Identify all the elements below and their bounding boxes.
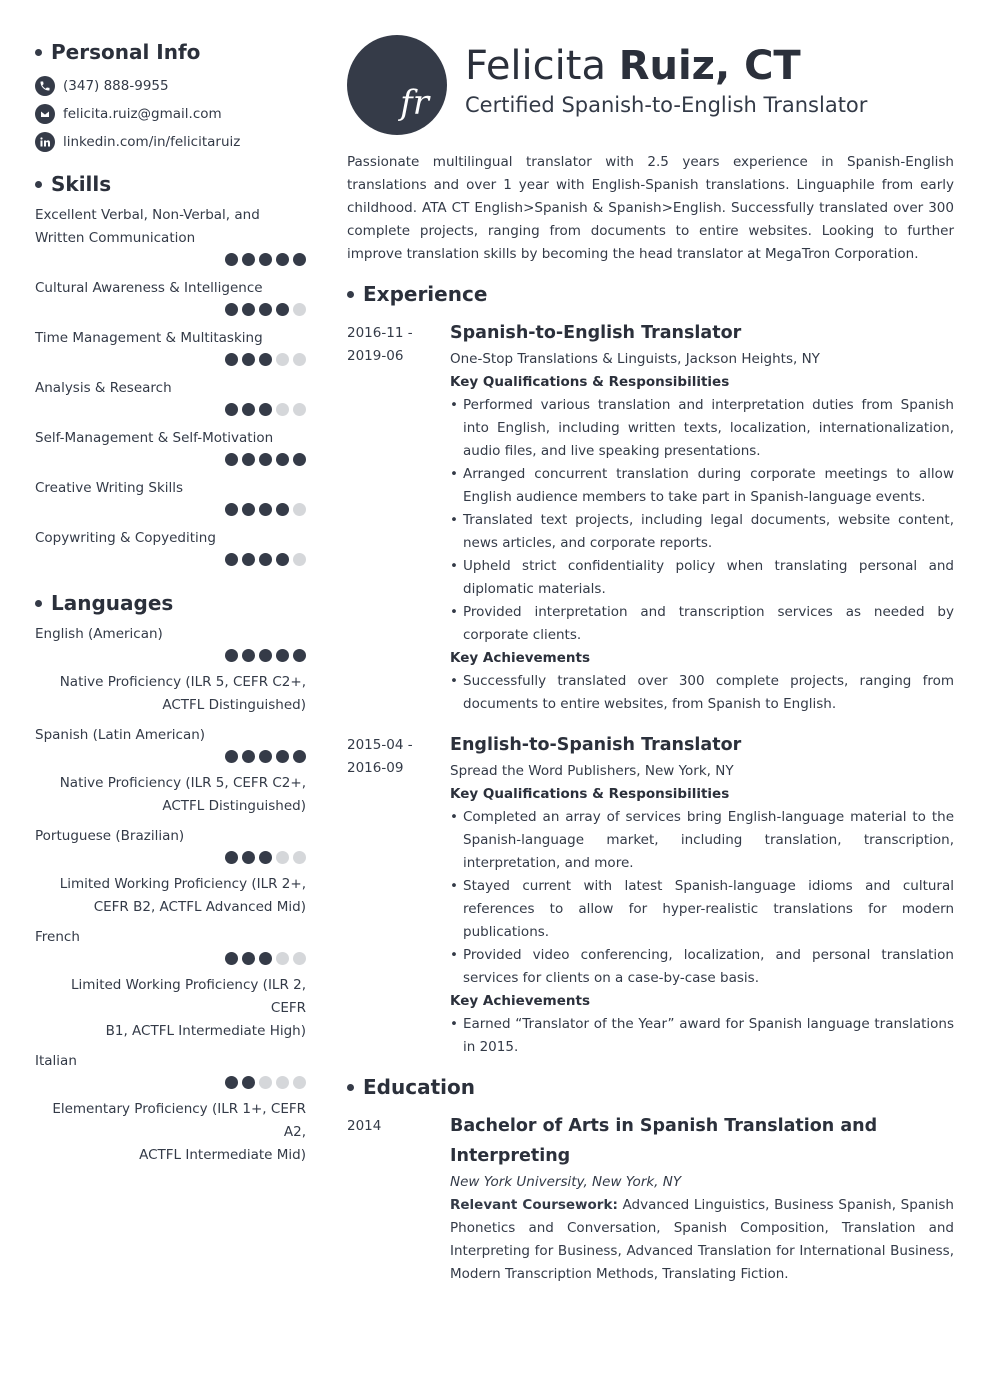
languages-title: Languages bbox=[51, 591, 174, 615]
rating-dot-filled bbox=[225, 851, 238, 864]
languages-list bbox=[35, 623, 306, 1167]
rating-dot-filled bbox=[242, 553, 255, 566]
school-name: New York University, New York, NY bbox=[450, 1174, 682, 1190]
proficiency-line: Elementary Proficiency (ILR 1+, CEFR A2, bbox=[52, 1101, 306, 1140]
rating-dot-filled bbox=[242, 1076, 255, 1089]
contact-linkedin[interactable] bbox=[35, 128, 306, 156]
section-bullet bbox=[35, 600, 42, 607]
skill-item bbox=[35, 527, 306, 567]
linkedin-text[interactable]: linkedin.com/in/felicitaruiz bbox=[63, 134, 241, 150]
education-entry bbox=[347, 1111, 954, 1286]
rating-dot-filled bbox=[225, 353, 238, 366]
skill-rating bbox=[35, 303, 306, 317]
coursework bbox=[450, 1194, 954, 1286]
language-item bbox=[35, 1050, 306, 1167]
rating-dot-filled bbox=[225, 553, 238, 566]
proficiency-line: ACTFL Intermediate Mid) bbox=[139, 1147, 306, 1163]
rating-dot-empty bbox=[259, 1076, 272, 1089]
rating-dot-filled bbox=[276, 503, 289, 516]
language-item bbox=[35, 623, 306, 717]
skill-name: Time Management & Multitasking bbox=[35, 330, 263, 346]
rating-dot-filled bbox=[242, 253, 255, 266]
rating-dot-filled bbox=[225, 649, 238, 662]
language-rating bbox=[35, 1076, 306, 1090]
rating-dot-filled bbox=[259, 851, 272, 864]
contact-email[interactable] bbox=[35, 100, 306, 128]
list-item: • Successfully translated over 300 complete projects, ranging from documents to entire websites, from Spanish to English. bbox=[450, 670, 954, 716]
section-bullet bbox=[347, 1084, 354, 1091]
rating-dot-filled bbox=[259, 750, 272, 763]
skill-name: Self-Management & Self-Motivation bbox=[35, 430, 274, 446]
skill-item bbox=[35, 327, 306, 367]
rating-dot-empty bbox=[293, 303, 306, 316]
achievements-list bbox=[450, 1013, 954, 1059]
skill-item bbox=[35, 427, 306, 467]
skill-item bbox=[35, 204, 306, 267]
phone-icon bbox=[35, 76, 55, 96]
proficiency-line: Limited Working Proficiency (ILR 2+, bbox=[59, 876, 306, 892]
date-end: 2019-06 bbox=[347, 348, 404, 364]
list-item: • Provided interpretation and transcription services as needed by corporate clients. bbox=[450, 601, 954, 647]
languages-heading bbox=[35, 589, 306, 617]
right-column bbox=[347, 35, 954, 1286]
role-title: Spanish-to-English Translator bbox=[450, 323, 742, 343]
language-proficiency bbox=[35, 1098, 306, 1167]
language-rating bbox=[35, 952, 306, 966]
list-item: • Upheld strict confidentiality policy when translating personal and diplomatic materials. bbox=[450, 555, 954, 601]
language-item bbox=[35, 724, 306, 818]
rating-dot-empty bbox=[293, 1076, 306, 1089]
coursework-label: Relevant Coursework: bbox=[450, 1197, 618, 1213]
rating-dot-filled bbox=[259, 253, 272, 266]
rating-dot-filled bbox=[276, 553, 289, 566]
rating-dot-empty bbox=[276, 353, 289, 366]
proficiency-line: Limited Working Proficiency (ILR 2, CEFR bbox=[71, 977, 306, 1016]
email-text[interactable]: felicita.ruiz@gmail.com bbox=[63, 106, 222, 122]
phone-text: (347) 888-9955 bbox=[63, 78, 169, 94]
rating-dot-filled bbox=[293, 649, 306, 662]
experience-entry bbox=[347, 318, 954, 716]
achievements-list bbox=[450, 670, 954, 716]
rating-dot-filled bbox=[293, 750, 306, 763]
rating-dot-filled bbox=[225, 303, 238, 316]
rating-dot-filled bbox=[259, 503, 272, 516]
language-proficiency bbox=[35, 671, 306, 717]
experience-body bbox=[450, 318, 954, 716]
proficiency-line: ACTFL Distinguished) bbox=[162, 697, 306, 713]
section-bullet bbox=[347, 291, 354, 298]
rating-dot-filled bbox=[242, 750, 255, 763]
contact-phone bbox=[35, 72, 306, 100]
rating-dot-filled bbox=[293, 253, 306, 266]
left-column bbox=[35, 38, 306, 1167]
first-name: Felicita bbox=[465, 43, 606, 89]
section-bullet bbox=[35, 181, 42, 188]
monogram-text: fr bbox=[400, 83, 429, 123]
skills-heading bbox=[35, 170, 306, 198]
rating-dot-filled bbox=[225, 503, 238, 516]
rating-dot-filled bbox=[242, 403, 255, 416]
skill-name: Copywriting & Copyediting bbox=[35, 530, 216, 546]
proficiency-line: B1, ACTFL Intermediate High) bbox=[105, 1023, 306, 1039]
date-start: 2016-11 - bbox=[347, 325, 413, 341]
responsibilities-list bbox=[450, 806, 954, 990]
responsibilities-heading: Key Qualifications & Responsibilities bbox=[450, 374, 730, 390]
job-title: Certified Spanish-to-English Translator bbox=[465, 93, 868, 117]
language-name: Spanish (Latin American) bbox=[35, 727, 206, 743]
language-proficiency bbox=[35, 772, 306, 818]
rating-dot-empty bbox=[293, 553, 306, 566]
rating-dot-filled bbox=[242, 303, 255, 316]
experience-entry bbox=[347, 730, 954, 1059]
list-item: • Performed various translation and interpretation duties from Spanish into English, including written texts, localization, internationalization, audio files, and live speaking presentations. bbox=[450, 394, 954, 463]
list-item: • Provided video conferencing, localization, and personal translation services for clients on a case-by-case basis. bbox=[450, 944, 954, 990]
proficiency-line: ACTFL Distinguished) bbox=[162, 798, 306, 814]
language-name: Portuguese (Brazilian) bbox=[35, 828, 185, 844]
list-item: • Completed an array of services bring English-language material to the Spanish-language market, including translation, transcription, interpretation, and more. bbox=[450, 806, 954, 875]
rating-dot-empty bbox=[293, 851, 306, 864]
proficiency-line: CEFR B2, ACTFL Advanced Mid) bbox=[93, 899, 306, 915]
education-heading bbox=[347, 1073, 954, 1101]
rating-dot-filled bbox=[242, 353, 255, 366]
rating-dot-filled bbox=[276, 253, 289, 266]
rating-dot-filled bbox=[242, 952, 255, 965]
degree-title: Bachelor of Arts in Spanish Translation and Interpreting bbox=[450, 1116, 878, 1166]
coursework-text: Advanced Linguistics, Business Spanish, Spanish Phonetics and Conversation, Spanish Composition, Translation and Interpreting for Business, Advanced Translation for International Business, Modern Transcription Methods, Translating Fiction. bbox=[450, 1197, 954, 1282]
experience-body bbox=[450, 730, 954, 1059]
achievements-heading: Key Achievements bbox=[450, 650, 591, 666]
experience-title: Experience bbox=[363, 282, 488, 306]
date-end: 2016-09 bbox=[347, 760, 404, 776]
rating-dot-filled bbox=[259, 453, 272, 466]
rating-dot-filled bbox=[225, 1076, 238, 1089]
language-name: English (American) bbox=[35, 626, 163, 642]
rating-dot-filled bbox=[276, 453, 289, 466]
responsibilities-heading: Key Qualifications & Responsibilities bbox=[450, 786, 730, 802]
rating-dot-filled bbox=[259, 553, 272, 566]
rating-dot-filled bbox=[225, 453, 238, 466]
rating-dot-filled bbox=[225, 403, 238, 416]
rating-dot-empty bbox=[293, 403, 306, 416]
organization: Spread the Word Publishers, New York, NY bbox=[450, 763, 734, 779]
last-name: Ruiz, CT bbox=[618, 43, 801, 89]
rating-dot-empty bbox=[276, 1076, 289, 1089]
rating-dot-filled bbox=[259, 952, 272, 965]
list-item: • Arranged concurrent translation during corporate meetings to allow English audience members to take part in Spanish-language events. bbox=[450, 463, 954, 509]
rating-dot-filled bbox=[259, 353, 272, 366]
rating-dot-filled bbox=[225, 253, 238, 266]
experience-dates bbox=[347, 730, 450, 1059]
education-title: Education bbox=[363, 1075, 475, 1099]
rating-dot-empty bbox=[276, 851, 289, 864]
proficiency-line: Native Proficiency (ILR 5, CEFR C2+, bbox=[59, 775, 306, 791]
organization: One-Stop Translations & Linguists, Jackson Heights, NY bbox=[450, 351, 820, 367]
rating-dot-filled bbox=[225, 750, 238, 763]
skill-rating bbox=[35, 503, 306, 517]
rating-dot-filled bbox=[276, 303, 289, 316]
skill-rating bbox=[35, 553, 306, 567]
skill-rating bbox=[35, 453, 306, 467]
rating-dot-empty bbox=[276, 403, 289, 416]
proficiency-line: Native Proficiency (ILR 5, CEFR C2+, bbox=[59, 674, 306, 690]
language-name: French bbox=[35, 929, 80, 945]
name-block bbox=[465, 41, 867, 117]
language-rating bbox=[35, 649, 306, 663]
experience-dates bbox=[347, 318, 450, 716]
language-item bbox=[35, 825, 306, 919]
list-item: • Earned “Translator of the Year” award for Spanish language translations in 2015. bbox=[450, 1013, 954, 1059]
achievements-heading: Key Achievements bbox=[450, 993, 591, 1009]
personal-info-title: Personal Info bbox=[51, 40, 201, 64]
skill-rating bbox=[35, 253, 306, 267]
list-item: • Translated text projects, including legal documents, website content, news articles, and corporate reports. bbox=[450, 509, 954, 555]
skill-name: Cultural Awareness & Intelligence bbox=[35, 280, 263, 296]
rating-dot-filled bbox=[242, 649, 255, 662]
skill-item bbox=[35, 277, 306, 317]
rating-dot-filled bbox=[259, 649, 272, 662]
language-proficiency bbox=[35, 974, 306, 1043]
skill-name: Excellent Verbal, Non-Verbal, and Written Communication bbox=[35, 207, 260, 246]
list-item: • Stayed current with latest Spanish-language idioms and cultural references to allow for hyper-realistic translations for modern publications. bbox=[450, 875, 954, 944]
rating-dot-filled bbox=[225, 952, 238, 965]
rating-dot-filled bbox=[259, 303, 272, 316]
rating-dot-filled bbox=[276, 649, 289, 662]
role-title: English-to-Spanish Translator bbox=[450, 735, 742, 755]
personal-info-heading bbox=[35, 38, 306, 66]
resume-header bbox=[347, 35, 954, 145]
language-proficiency bbox=[35, 873, 306, 919]
education-date: 2014 bbox=[347, 1118, 382, 1134]
skill-item bbox=[35, 377, 306, 417]
language-rating bbox=[35, 750, 306, 764]
rating-dot-filled bbox=[259, 403, 272, 416]
rating-dot-filled bbox=[242, 503, 255, 516]
summary-text: Passionate multilingual translator with 2.5 years experience in Spanish-English translations and over 1 year with English-Spanish translations. Linguaphile from early childhood. ATA CT English>Spanish & Spanish>English. Successfully translated over 300 complete projects, ranging from documents to entire websites. Looking to further improve translation skills by becoming the head translator at MegaTron Corporation. bbox=[347, 154, 954, 262]
skill-name: Analysis & Research bbox=[35, 380, 172, 396]
rating-dot-filled bbox=[276, 750, 289, 763]
language-name: Italian bbox=[35, 1053, 77, 1069]
linkedin-icon bbox=[35, 132, 55, 152]
rating-dot-filled bbox=[242, 851, 255, 864]
section-bullet bbox=[35, 49, 42, 56]
rating-dot-empty bbox=[293, 503, 306, 516]
rating-dot-empty bbox=[276, 952, 289, 965]
skills-list bbox=[35, 204, 306, 567]
date-start: 2015-04 - bbox=[347, 737, 413, 753]
envelope-icon bbox=[35, 104, 55, 124]
full-name bbox=[465, 41, 867, 91]
skills-title: Skills bbox=[51, 172, 112, 196]
monogram-avatar bbox=[347, 35, 447, 135]
skill-item bbox=[35, 477, 306, 517]
skill-rating bbox=[35, 403, 306, 417]
rating-dot-empty bbox=[293, 353, 306, 366]
rating-dot-empty bbox=[293, 952, 306, 965]
language-item bbox=[35, 926, 306, 1043]
skill-name: Creative Writing Skills bbox=[35, 480, 184, 496]
experience-list bbox=[347, 318, 954, 1059]
experience-heading bbox=[347, 280, 954, 308]
language-rating bbox=[35, 851, 306, 865]
rating-dot-filled bbox=[242, 453, 255, 466]
skill-rating bbox=[35, 353, 306, 367]
rating-dot-filled bbox=[293, 453, 306, 466]
responsibilities-list bbox=[450, 394, 954, 647]
